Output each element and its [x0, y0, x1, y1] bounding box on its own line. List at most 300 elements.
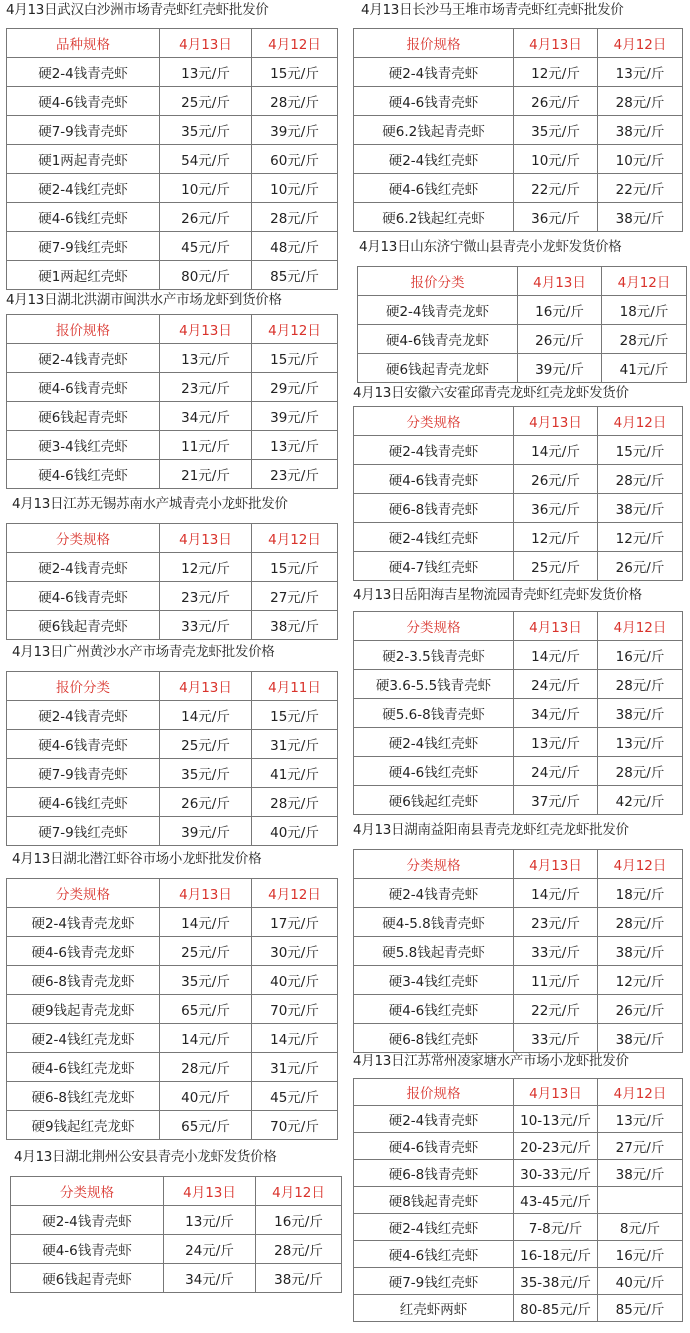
- column-header: 4月12日: [252, 29, 338, 58]
- price-table: [6, 671, 338, 846]
- price-cell: 16元/斤: [598, 1241, 683, 1268]
- column-header: 4月13日: [518, 267, 602, 296]
- spec-cell: 硬2-4钱红壳虾: [354, 1214, 514, 1241]
- column-header: 4月13日: [160, 524, 252, 553]
- table-header-row: [7, 315, 338, 344]
- table-row: [354, 757, 683, 786]
- price-cell: 13元/斤: [160, 58, 252, 87]
- price-cell: 20-23元/斤: [514, 1133, 598, 1160]
- price-cell: 12元/斤: [514, 523, 598, 552]
- price-cell: 65元/斤: [160, 1111, 252, 1140]
- table-row: [354, 116, 683, 145]
- column-header: 报价规格: [354, 29, 514, 58]
- price-cell: 37元/斤: [514, 786, 598, 815]
- price-cell: 15元/斤: [598, 436, 683, 465]
- spec-cell: 硬4-6钱红壳虾: [354, 757, 514, 786]
- price-cell: 23元/斤: [514, 908, 598, 937]
- spec-cell: 硬6钱起红壳虾: [354, 786, 514, 815]
- column-header: 4月13日: [160, 672, 252, 701]
- price-table-title: 4月13日江苏无锡苏南水产城青壳小龙虾批发价: [12, 496, 288, 512]
- spec-cell: 硬1两起青壳虾: [7, 145, 160, 174]
- price-cell: 26元/斤: [160, 203, 252, 232]
- price-cell: 10元/斤: [160, 174, 252, 203]
- price-table: [6, 314, 338, 489]
- table-row: [7, 174, 338, 203]
- spec-cell: 硬4-6钱青壳虾: [7, 87, 160, 116]
- spec-cell: 硬2-4钱青壳虾: [7, 553, 160, 582]
- price-cell: 39元/斤: [518, 354, 602, 383]
- table-header-row: [354, 612, 683, 641]
- price-cell: 80-85元/斤: [514, 1295, 598, 1322]
- column-header: 4月12日: [602, 267, 687, 296]
- price-cell: 13元/斤: [164, 1206, 256, 1235]
- column-header: 4月13日: [164, 1177, 256, 1206]
- price-cell: 17元/斤: [252, 908, 338, 937]
- column-header: 分类规格: [11, 1177, 164, 1206]
- price-cell: 14元/斤: [160, 701, 252, 730]
- spec-cell: 硬4-6钱青壳虾: [7, 582, 160, 611]
- price-cell: 31元/斤: [252, 1053, 338, 1082]
- column-header: 4月12日: [598, 612, 683, 641]
- table-row: [354, 995, 683, 1024]
- column-header: 报价规格: [7, 315, 160, 344]
- table-row: [11, 1264, 342, 1293]
- table-row: [7, 1024, 338, 1053]
- price-table: [10, 1176, 342, 1293]
- spec-cell: 硬6钱起青壳虾: [11, 1264, 164, 1293]
- price-cell: 28元/斤: [252, 203, 338, 232]
- column-header: 4月13日: [514, 850, 598, 879]
- spec-cell: 硬6-8钱红壳虾: [354, 1024, 514, 1053]
- spec-cell: 硬4-6钱红壳虾: [7, 788, 160, 817]
- price-cell: 85元/斤: [252, 261, 338, 290]
- table-row: [7, 344, 338, 373]
- spec-cell: 硬7-9钱红壳虾: [7, 817, 160, 846]
- price-cell: 12元/斤: [160, 553, 252, 582]
- spec-cell: 红壳虾两虾: [354, 1295, 514, 1322]
- price-cell: 27元/斤: [598, 1133, 683, 1160]
- table-row: [7, 966, 338, 995]
- table-row: [11, 1206, 342, 1235]
- table-header-row: [7, 29, 338, 58]
- price-cell: 26元/斤: [518, 325, 602, 354]
- spec-cell: 硬6-8钱青壳虾: [354, 1160, 514, 1187]
- spec-cell: 硬6-8钱青壳龙虾: [7, 966, 160, 995]
- table-header-row: [358, 267, 687, 296]
- column-header: 4月12日: [256, 1177, 342, 1206]
- table-row: [7, 261, 338, 290]
- spec-cell: 硬3-4钱红壳虾: [7, 431, 160, 460]
- price-cell: 40元/斤: [252, 817, 338, 846]
- column-header: 分类规格: [7, 879, 160, 908]
- spec-cell: 硬6.2钱起青壳虾: [354, 116, 514, 145]
- price-table: [353, 611, 683, 815]
- price-cell: 13元/斤: [514, 728, 598, 757]
- price-cell: 41元/斤: [602, 354, 687, 383]
- spec-cell: 硬6-8钱青壳虾: [354, 494, 514, 523]
- table-row: [7, 373, 338, 402]
- price-cell: 13元/斤: [598, 1106, 683, 1133]
- column-header: 4月13日: [160, 29, 252, 58]
- table-row: [7, 788, 338, 817]
- price-cell: 31元/斤: [252, 730, 338, 759]
- price-cell: 28元/斤: [598, 670, 683, 699]
- price-cell: 38元/斤: [598, 494, 683, 523]
- table-row: [354, 465, 683, 494]
- column-header: 分类规格: [7, 524, 160, 553]
- spec-cell: 硬4-7钱红壳虾: [354, 552, 514, 581]
- price-cell: 28元/斤: [598, 465, 683, 494]
- price-cell: 18元/斤: [598, 879, 683, 908]
- spec-cell: 硬6钱起青壳龙虾: [358, 354, 518, 383]
- price-cell: 28元/斤: [598, 908, 683, 937]
- price-cell: 24元/斤: [514, 757, 598, 786]
- table-row: [354, 1241, 683, 1268]
- price-table: [353, 849, 683, 1053]
- spec-cell: 硬2-4钱红壳虾: [354, 523, 514, 552]
- spec-cell: 硬5.6-8钱青壳虾: [354, 699, 514, 728]
- table-row: [7, 116, 338, 145]
- column-header: 分类规格: [354, 407, 514, 436]
- price-table: [353, 406, 683, 581]
- price-cell: 28元/斤: [160, 1053, 252, 1082]
- column-header: 报价分类: [358, 267, 518, 296]
- column-header: 4月11日: [252, 672, 338, 701]
- price-cell: 12元/斤: [514, 58, 598, 87]
- column-header: 4月13日: [514, 407, 598, 436]
- price-table: [353, 1078, 683, 1322]
- price-cell: 18元/斤: [602, 296, 687, 325]
- price-cell: 10-13元/斤: [514, 1106, 598, 1133]
- table-header-row: [354, 1079, 683, 1106]
- spec-cell: 硬6-8钱红壳龙虾: [7, 1082, 160, 1111]
- table-header-row: [7, 672, 338, 701]
- price-table-title: 4月13日广州黄沙水产市场青壳龙虾批发价格: [12, 644, 275, 660]
- table-row: [7, 431, 338, 460]
- price-cell: 34元/斤: [514, 699, 598, 728]
- price-cell: 26元/斤: [160, 788, 252, 817]
- price-cell: 35元/斤: [160, 116, 252, 145]
- price-cell: 10元/斤: [514, 145, 598, 174]
- price-cell: 26元/斤: [514, 87, 598, 116]
- spec-cell: 硬2-4钱青壳龙虾: [358, 296, 518, 325]
- table-header-row: [354, 407, 683, 436]
- price-cell: 70元/斤: [252, 1111, 338, 1140]
- table-row: [354, 1133, 683, 1160]
- table-header-row: [11, 1177, 342, 1206]
- price-cell: 21元/斤: [160, 460, 252, 489]
- price-cell: 13元/斤: [160, 344, 252, 373]
- table-row: [7, 1111, 338, 1140]
- spec-cell: 硬2-4钱红壳龙虾: [7, 1024, 160, 1053]
- price-cell: 70元/斤: [252, 995, 338, 1024]
- price-cell: 39元/斤: [252, 402, 338, 431]
- column-header: 报价分类: [7, 672, 160, 701]
- spec-cell: 硬2-3.5钱青壳虾: [354, 641, 514, 670]
- spec-cell: 硬2-4钱青壳虾: [354, 58, 514, 87]
- price-table-title: 4月13日湖北潜江虾谷市场小龙虾批发价格: [12, 851, 262, 867]
- column-header: 4月13日: [160, 315, 252, 344]
- table-row: [354, 786, 683, 815]
- spec-cell: 硬8钱起青壳虾: [354, 1187, 514, 1214]
- price-cell: 25元/斤: [160, 87, 252, 116]
- table-row: [354, 1160, 683, 1187]
- table-row: [354, 966, 683, 995]
- price-cell: 25元/斤: [160, 937, 252, 966]
- spec-cell: 硬6钱起青壳虾: [7, 402, 160, 431]
- spec-cell: 硬4-6钱红壳虾: [7, 460, 160, 489]
- spec-cell: 硬2-4钱青壳虾: [11, 1206, 164, 1235]
- column-header: 4月12日: [598, 1079, 683, 1106]
- table-row: [354, 937, 683, 966]
- price-cell: 40元/斤: [160, 1082, 252, 1111]
- price-cell: 23元/斤: [160, 582, 252, 611]
- table-row: [7, 995, 338, 1024]
- price-cell: 11元/斤: [160, 431, 252, 460]
- price-cell: 22元/斤: [514, 174, 598, 203]
- table-header-row: [7, 879, 338, 908]
- price-cell: 39元/斤: [160, 817, 252, 846]
- spec-cell: 硬2-4钱红壳虾: [354, 728, 514, 757]
- spec-cell: 硬4-6钱青壳虾: [354, 465, 514, 494]
- column-header: 4月12日: [252, 315, 338, 344]
- table-row: [7, 817, 338, 846]
- price-cell: 7-8元/斤: [514, 1214, 598, 1241]
- spec-cell: 硬4-5.8钱青壳虾: [354, 908, 514, 937]
- table-row: [7, 460, 338, 489]
- table-row: [354, 436, 683, 465]
- price-cell: 40元/斤: [598, 1268, 683, 1295]
- column-header: 报价规格: [354, 1079, 514, 1106]
- spec-cell: 硬4-6钱红壳虾: [7, 203, 160, 232]
- table-row: [358, 296, 687, 325]
- spec-cell: 硬9钱起红壳龙虾: [7, 1111, 160, 1140]
- price-cell: 25元/斤: [514, 552, 598, 581]
- price-cell: 27元/斤: [252, 582, 338, 611]
- column-header: 4月12日: [598, 850, 683, 879]
- price-table: [6, 523, 338, 640]
- table-row: [354, 145, 683, 174]
- price-cell: 23元/斤: [252, 460, 338, 489]
- price-cell: 13元/斤: [252, 431, 338, 460]
- price-cell: 15元/斤: [252, 701, 338, 730]
- price-cell: 26元/斤: [598, 552, 683, 581]
- price-cell: 36元/斤: [514, 494, 598, 523]
- price-table-title: 4月13日山东济宁微山县青壳小龙虾发货价格: [359, 239, 622, 255]
- price-cell: 15元/斤: [252, 553, 338, 582]
- price-cell: 35元/斤: [160, 759, 252, 788]
- table-row: [354, 879, 683, 908]
- table-header-row: [354, 29, 683, 58]
- price-cell: 15元/斤: [252, 344, 338, 373]
- price-cell: 41元/斤: [252, 759, 338, 788]
- spec-cell: 硬9钱起青壳龙虾: [7, 995, 160, 1024]
- table-row: [354, 203, 683, 232]
- price-table-title: 4月13日湖北荆州公安县青壳小龙虾发货价格: [14, 1149, 277, 1165]
- spec-cell: 硬6钱起青壳虾: [7, 611, 160, 640]
- table-header-row: [7, 524, 338, 553]
- table-row: [7, 1082, 338, 1111]
- table-row: [358, 354, 687, 383]
- price-cell: 14元/斤: [160, 1024, 252, 1053]
- column-header: 分类规格: [354, 612, 514, 641]
- price-cell: 13元/斤: [598, 728, 683, 757]
- table-row: [354, 1295, 683, 1322]
- price-cell: 8元/斤: [598, 1214, 683, 1241]
- table-row: [354, 1187, 683, 1214]
- price-cell: 45元/斤: [160, 232, 252, 261]
- price-cell: 36元/斤: [514, 203, 598, 232]
- spec-cell: 硬4-6钱青壳虾: [11, 1235, 164, 1264]
- price-cell: 35-38元/斤: [514, 1268, 598, 1295]
- column-header: 4月13日: [514, 29, 598, 58]
- spec-cell: 硬4-6钱青壳虾: [354, 1133, 514, 1160]
- price-cell: 33元/斤: [160, 611, 252, 640]
- price-cell: 43-45元/斤: [514, 1187, 598, 1214]
- spec-cell: 硬7-9钱红壳虾: [7, 232, 160, 261]
- price-cell: 26元/斤: [514, 465, 598, 494]
- price-table-title: 4月13日江苏常州凌家塘水产市场小龙虾批发价: [353, 1053, 629, 1069]
- price-cell: 13元/斤: [598, 58, 683, 87]
- column-header: 4月13日: [160, 879, 252, 908]
- price-cell: 22元/斤: [598, 174, 683, 203]
- price-cell: 34元/斤: [164, 1264, 256, 1293]
- price-cell: 26元/斤: [598, 995, 683, 1024]
- price-cell: 29元/斤: [252, 373, 338, 402]
- price-cell: 28元/斤: [602, 325, 687, 354]
- table-row: [354, 523, 683, 552]
- price-cell: 35元/斤: [160, 966, 252, 995]
- price-cell: 12元/斤: [598, 966, 683, 995]
- price-cell: 45元/斤: [252, 1082, 338, 1111]
- spec-cell: 硬2-4钱青壳虾: [7, 701, 160, 730]
- column-header: 4月12日: [598, 29, 683, 58]
- price-cell: 16元/斤: [518, 296, 602, 325]
- spec-cell: 硬7-9钱青壳虾: [7, 759, 160, 788]
- spec-cell: 硬3.6-5.5钱青壳虾: [354, 670, 514, 699]
- table-row: [7, 203, 338, 232]
- price-cell: [598, 1187, 683, 1214]
- price-cell: 11元/斤: [514, 966, 598, 995]
- spec-cell: 硬2-4钱青壳虾: [354, 436, 514, 465]
- spec-cell: 硬4-6钱青壳虾: [354, 87, 514, 116]
- price-table: [353, 28, 683, 232]
- price-cell: 38元/斤: [598, 1024, 683, 1053]
- price-cell: 28元/斤: [256, 1235, 342, 1264]
- spec-cell: 硬6.2钱起红壳虾: [354, 203, 514, 232]
- price-cell: 14元/斤: [514, 641, 598, 670]
- table-row: [354, 728, 683, 757]
- table-row: [354, 1214, 683, 1241]
- spec-cell: 硬4-6钱青壳龙虾: [358, 325, 518, 354]
- spec-cell: 硬2-4钱青壳龙虾: [7, 908, 160, 937]
- table-row: [7, 730, 338, 759]
- price-cell: 39元/斤: [252, 116, 338, 145]
- table-row: [354, 670, 683, 699]
- table-row: [354, 1268, 683, 1295]
- price-cell: 14元/斤: [252, 1024, 338, 1053]
- price-cell: 54元/斤: [160, 145, 252, 174]
- price-table-title: 4月13日湖北洪湖市闽洪水产市场龙虾到货价格: [6, 292, 282, 308]
- price-cell: 38元/斤: [598, 937, 683, 966]
- price-cell: 28元/斤: [598, 87, 683, 116]
- price-cell: 25元/斤: [160, 730, 252, 759]
- price-cell: 28元/斤: [598, 757, 683, 786]
- table-row: [354, 1024, 683, 1053]
- price-cell: 48元/斤: [252, 232, 338, 261]
- price-cell: 33元/斤: [514, 937, 598, 966]
- spec-cell: 硬2-4钱青壳虾: [354, 1106, 514, 1133]
- table-row: [358, 325, 687, 354]
- spec-cell: 硬2-4钱青壳虾: [354, 879, 514, 908]
- price-cell: 14元/斤: [514, 436, 598, 465]
- table-row: [354, 699, 683, 728]
- table-row: [354, 908, 683, 937]
- table-row: [354, 1106, 683, 1133]
- price-cell: 38元/斤: [598, 203, 683, 232]
- table-row: [354, 494, 683, 523]
- table-header-row: [354, 850, 683, 879]
- spec-cell: 硬4-6钱青壳虾: [7, 373, 160, 402]
- table-row: [7, 611, 338, 640]
- price-table-title: 4月13日长沙马王堆市场青壳虾红壳虾批发价: [361, 2, 624, 18]
- price-cell: 23元/斤: [160, 373, 252, 402]
- table-row: [7, 908, 338, 937]
- price-cell: 60元/斤: [252, 145, 338, 174]
- spec-cell: 硬2-4钱红壳虾: [354, 145, 514, 174]
- spec-cell: 硬1两起红壳虾: [7, 261, 160, 290]
- spec-cell: 硬3-4钱红壳虾: [354, 966, 514, 995]
- price-cell: 30-33元/斤: [514, 1160, 598, 1187]
- table-row: [7, 87, 338, 116]
- price-cell: 22元/斤: [514, 995, 598, 1024]
- price-cell: 80元/斤: [160, 261, 252, 290]
- price-table-title: 4月13日武汉白沙洲市场青壳虾红壳虾批发价: [6, 2, 269, 18]
- price-cell: 40元/斤: [252, 966, 338, 995]
- spec-cell: 硬4-6钱红壳虾: [354, 1241, 514, 1268]
- spec-cell: 硬4-6钱红壳虾: [354, 995, 514, 1024]
- price-cell: 16元/斤: [598, 641, 683, 670]
- table-row: [354, 58, 683, 87]
- price-cell: 15元/斤: [252, 58, 338, 87]
- spec-cell: 硬4-6钱红壳虾: [354, 174, 514, 203]
- column-header: 4月13日: [514, 1079, 598, 1106]
- column-header: 品种规格: [7, 29, 160, 58]
- column-header: 4月12日: [598, 407, 683, 436]
- spec-cell: 硬5.8钱起青壳虾: [354, 937, 514, 966]
- price-cell: 24元/斤: [514, 670, 598, 699]
- price-cell: 42元/斤: [598, 786, 683, 815]
- column-header: 分类规格: [354, 850, 514, 879]
- table-row: [7, 759, 338, 788]
- price-cell: 38元/斤: [598, 699, 683, 728]
- table-row: [7, 582, 338, 611]
- price-table: [6, 878, 338, 1140]
- table-row: [354, 641, 683, 670]
- price-cell: 38元/斤: [598, 116, 683, 145]
- table-row: [7, 937, 338, 966]
- price-cell: 10元/斤: [252, 174, 338, 203]
- spec-cell: 硬7-9钱青壳虾: [7, 116, 160, 145]
- table-row: [7, 402, 338, 431]
- price-cell: 33元/斤: [514, 1024, 598, 1053]
- price-cell: 14元/斤: [514, 879, 598, 908]
- price-cell: 38元/斤: [256, 1264, 342, 1293]
- spec-cell: 硬4-6钱青壳虾: [7, 730, 160, 759]
- price-cell: 16-18元/斤: [514, 1241, 598, 1268]
- price-table: [357, 266, 687, 383]
- price-cell: 14元/斤: [160, 908, 252, 937]
